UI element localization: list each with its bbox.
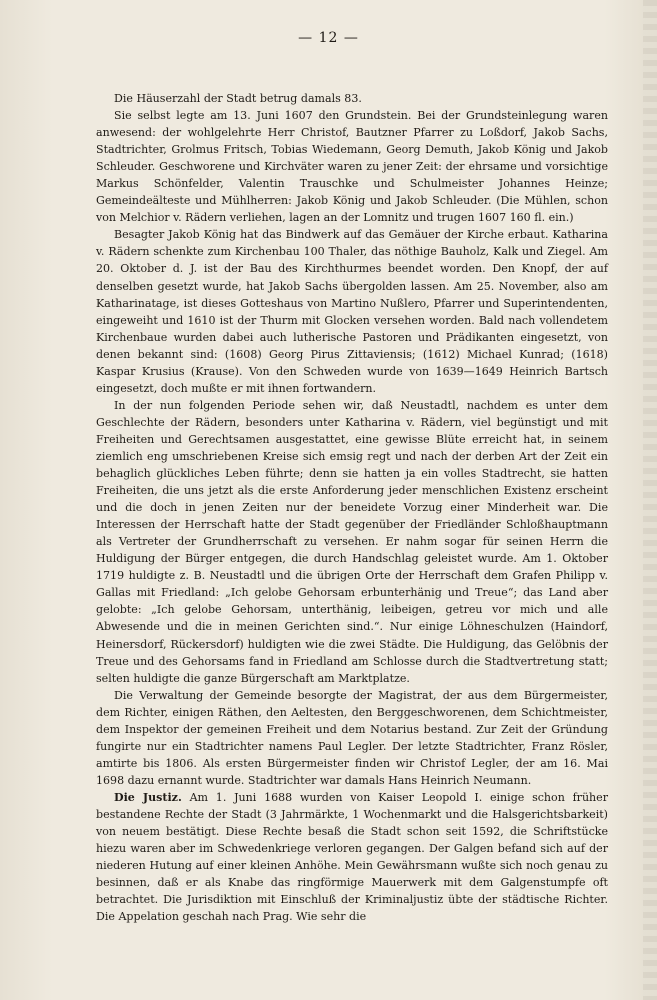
page-number: — 12 — bbox=[298, 30, 359, 46]
paragraph-text: Am 1. Juni 1688 wurden von Kaiser Leopold I. einige schon früher bestandene Rechte der Stadt (3 Jahrmärkte, 1 Wochenmarkt und die Halsgerichtsbarkeit) von neuem bestätigt. Diese Rechte besaß die Stadt schon seit 1592, die Schriftstücke hiezu waren aber im Schwedenkriege verloren gegangen. Der Galgen befand sich auf der niederen Hutung auf einer kleinen Anhöhe. Mein Gewährsmann wußte sich noch genau zu besinnen, daß er als Knabe das ringförmige Mauerwerk mit dem Galgenstumpfe oft betrachtet. Die Jurisdiktion mit Einschluß der Kriminaljustiz übte der städtische Richter. Die Appelation geschah nach Prag. Wie sehr die bbox=[96, 790, 608, 924]
paragraph-justiz bbox=[96, 789, 608, 925]
page-binding-edge bbox=[643, 0, 657, 1000]
section-heading: Die Justiz. bbox=[114, 790, 182, 804]
paragraph: Die Häuserzahl der Stadt betrug damals 83. bbox=[114, 92, 362, 105]
body-text bbox=[96, 90, 608, 925]
paragraph: Besagter Jakob König hat das Bindwerk auf das Gemäuer der Kirche erbaut. Katharina v. Rädern schenkte zum Kirchenbau 100 Thaler, das nöthige Bauholz, Kalk und Ziegel. Am 20. Oktober d. J. ist der Bau des Kirchthurmes beendet worden. Den Knopf, der auf denselben gesetzt wurde, hat Jakob Sachs übergolden lassen. Am 25. November, also am Katharinatage, ist dieses Gotteshaus von Martino Nußlero, Pfarrer und Superintendenten, eingeweiht und 1610 ist der Thurm mit Glocken versehen worden. Bald nach vollendetem Kirchenbaue wurden dabei auch lutherische Pastoren und Prädikanten eingesetzt, von denen bekannt sind: (1608) Georg Pirus Zittaviensis; (1612) Michael Kunrad; (1618) Kaspar Krusius (Krause). Von den Schweden wurde von 1639—1649 Heinrich Bartsch eingesetzt, doch mußte er mit ihnen fortwandern. bbox=[96, 228, 608, 395]
paragraph: In der nun folgenden Periode sehen wir, daß Neustadtl, nachdem es unter dem Geschlechte der Rädern, besonders unter Katharina v. Rädern, viel begünstigt und mit Freiheiten und Gerechtsamen ausgestattet, eine gewisse Blüte erreicht hat, in seinem ziemlich eng umschriebenen Kreise sich emsig regt und nach der derben Art der Zeit ein behaglich glückliches Leben führte; denn sie hatten ja ein volles Stadtrecht, sie hatten Freiheiten, die uns jetzt als die erste Anforderung jeder menschlichen Existenz erscheint und die doch in jenen Zeiten nur der beneidete Vorzug einer Minderheit war. Die Interessen der Herrschaft hatte der Stadt gegenüber der Friedländer Schloßhauptmann als Vertreter der Grundherrschaft zu versehen. Er nahm sogar für seinen Herrn die Huldigung der Bürger entgegen, die durch Handschlag geleistet wurde. Am 1. Oktober 1719 huldigte z. B. Neustadtl und die übrigen Orte der Herrschaft dem Grafen Philipp v. Gallas mit Friedland: „Ich gelobe Gehorsam erbunterhänig und Treue“; das Land aber gelobte: „Ich gelobe Gehorsam, unterthänig, leibeigen, getreu vor mich und alle Abwesende und die in meinen Gerichten sind.“. Nur einige Löhneschulzen (Haindorf, Heinersdorf, Rückersdorf) huldigten wie die zwei Städte. Die Huldigung, das Gelöbnis der Treue und des Gehorsams fand in Friedland am Schlosse durch die Stadtvertretung statt; selten huldigte die ganze Bürgerschaft am Marktplatze. bbox=[96, 398, 608, 685]
paragraph: Sie selbst legte am 13. Juni 1607 den Grundstein. Bei der Grundsteinlegung waren anwesend: der wohlgelehrte Herr Christof, Bautzner Pfarrer zu Loßdorf, Jakob Sachs, Stadtrichter, Grolmus Fritsch, Tobias Wiedemann, Georg Demuth, Jakob König und Jakob Schleuder. Geschworene und Kirchväter waren zu jener Zeit: der ehrsame und vorsichtige Markus Schönfelder, Valentin Trauschke und Schulmeister Johannes Heinze; Gemeindeälteste und Mühlherren: Jakob König und Jakob Schleuder. (Die Mühlen, schon von Melchior v. Rädern verliehen, lagen an der Lomnitz und trugen 1607 160 fl. ein.) bbox=[96, 109, 608, 225]
paragraph: Die Verwaltung der Gemeinde besorgte der Magistrat, der aus dem Bürgermeister, dem Richter, einigen Räthen, den Aeltesten, den Berggeschworenen, dem Schichtmeister, dem Inspektor der gemeinen Freiheit und dem Notarius bestand. Zur Zeit der Gründung fungirte nur ein Stadtrichter namens Paul Legler. Der letzte Stadtrichter, Franz Rösler, amtirte bis 1806. Als ersten Bürgermeister finden wir Christof Legler, der am 16. Mai 1698 dazu ernannt wurde. Stadtrichter war damals Hans Heinrich Neumann. bbox=[96, 688, 608, 787]
